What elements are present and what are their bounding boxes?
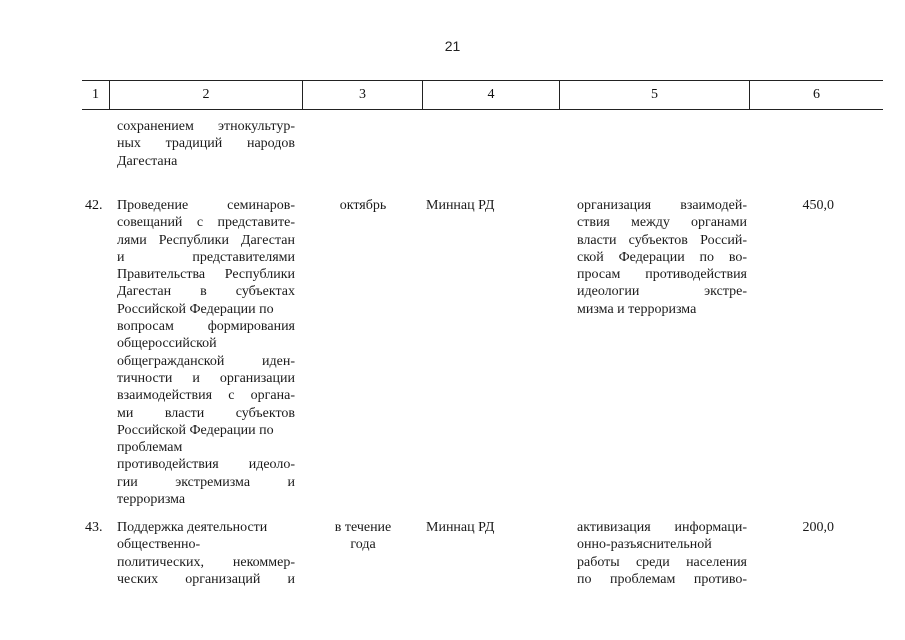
description-line: проблемам <box>117 440 183 456</box>
table-header-row <box>82 80 883 110</box>
description-line: Поддержка деятельности <box>117 520 268 535</box>
row-result <box>577 519 747 588</box>
description-line: политических, некоммер- <box>117 554 295 570</box>
result-line: власти субъектов Россий- <box>577 232 747 248</box>
row-number: 42. <box>85 198 103 213</box>
row-executor: Миннац РД <box>426 520 495 535</box>
column-header-5: 5 <box>559 81 749 109</box>
description-line: вопросам формирования <box>117 319 295 335</box>
description-line: и представителями <box>117 249 295 265</box>
row-description <box>117 519 295 588</box>
row-term <box>303 519 423 554</box>
description-line: ми власти субъектов <box>117 405 295 421</box>
column-header-3: 3 <box>302 81 422 109</box>
result-line: просам противодействия <box>577 267 747 283</box>
result-line: ской Федерации по во- <box>577 249 747 265</box>
term-line: года <box>350 537 376 553</box>
description-line: Проведение семинаров- <box>117 198 295 213</box>
result-line: ствия между органами <box>577 215 747 231</box>
description-line: противодействия идеоло- <box>117 457 295 473</box>
description-line: лями Республики Дагестан <box>117 232 295 248</box>
description-line: ческих организаций и <box>117 571 295 587</box>
result-line: активизация информаци- <box>577 520 747 535</box>
description-line: общественно- <box>117 537 201 553</box>
description-line: Российской Федерации по <box>117 422 274 438</box>
description-line: Российской Федерации по <box>117 301 274 317</box>
row-amount: 200,0 <box>802 520 834 535</box>
result-line: по проблемам противо- <box>577 571 747 587</box>
description-line: терроризма <box>117 492 186 508</box>
result-line: идеологии экстре- <box>577 284 747 300</box>
column-header-4: 4 <box>422 81 559 109</box>
result-line: онно-разъяснительной <box>577 537 712 553</box>
description-line: совещаний с представите- <box>117 215 295 231</box>
description-line: Дагестан в субъектах <box>117 284 295 300</box>
description-line: общегражданской иден- <box>117 353 295 369</box>
row-executor: Миннац РД <box>426 198 495 213</box>
row-amount: 450,0 <box>802 198 834 213</box>
page-number: 21 <box>444 38 461 54</box>
row-number: 43. <box>85 520 103 535</box>
description-line: сохранением этнокультур- <box>117 119 295 134</box>
row-result <box>577 197 747 318</box>
description-line: Дагестана <box>117 153 178 169</box>
result-line: работы среди населения <box>577 554 747 570</box>
description-line: Правительства Республики <box>117 267 295 283</box>
term-line: октябрь <box>339 198 387 213</box>
column-header-6: 6 <box>749 81 883 109</box>
column-header-1: 1 <box>92 87 99 102</box>
column-header-2: 2 <box>109 81 302 109</box>
result-line: организация взаимодей- <box>577 198 747 213</box>
row-term <box>303 197 423 214</box>
result-line: мизма и терроризма <box>577 301 697 317</box>
continuation-description <box>117 118 295 170</box>
description-line: общероссийской <box>117 336 217 352</box>
description-line: ных традиций народов <box>117 136 295 152</box>
row-description <box>117 197 295 508</box>
description-line: гии экстремизма и <box>117 474 295 490</box>
description-line: взаимодействия с органа- <box>117 388 295 404</box>
term-line: в течение <box>334 520 392 535</box>
description-line: тичности и организации <box>117 370 295 386</box>
